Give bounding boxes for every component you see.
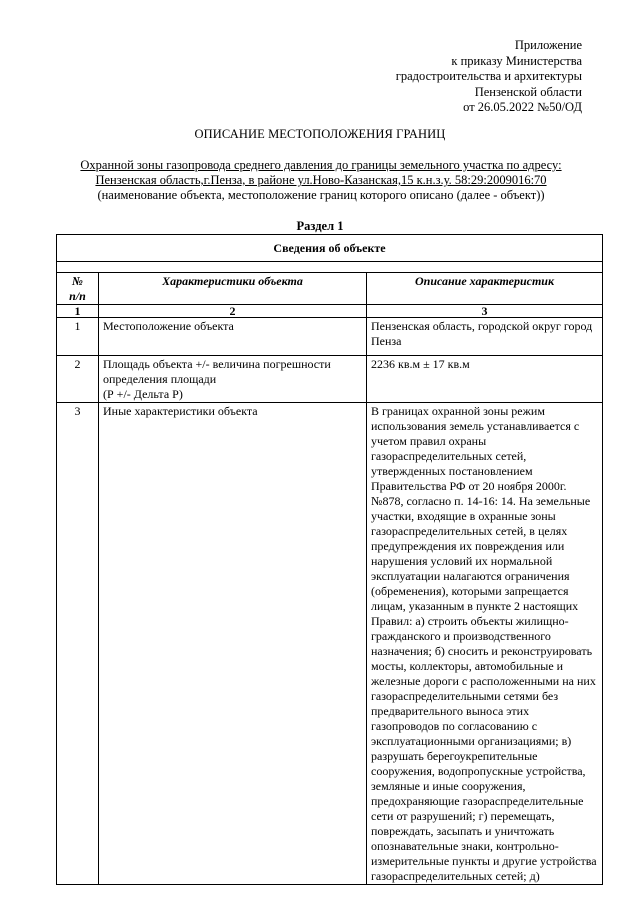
section-title: Раздел 1 xyxy=(296,219,344,233)
appendix-line: Пензенской области xyxy=(474,84,582,99)
table-caption: Сведения об объекте xyxy=(57,235,603,262)
appendix-block xyxy=(396,38,582,116)
column-numbers-row xyxy=(57,305,603,318)
header-characteristics: Характеристики объекта xyxy=(99,273,367,305)
document-title: ОПИСАНИЕ МЕСТОПОЛОЖЕНИЯ ГРАНИЦ xyxy=(194,127,446,141)
appendix-line: от 26.05.2022 №50/ОД xyxy=(463,100,582,114)
object-name-note: (наименование объекта, местоположение границ которого описано (далее - объект)) xyxy=(97,188,545,202)
table-spacer-row xyxy=(57,262,603,273)
row-number: 3 xyxy=(57,403,99,885)
column-number: 2 xyxy=(99,305,367,318)
object-address-line: Пензенская область,г.Пенза, в районе ул.Ново-Казанская,15 к.н.з.у. 58:29:2009016:70 xyxy=(95,173,547,187)
row-description: Пензенская область, городской округ город Пенза xyxy=(367,318,603,356)
row-description: В границах охранной зоны режим использования земель устанавливается с учетом правил охраны газораспределительных сетей, утвержденных постановлением Правительства РФ от 20 ноября 2000г. №878, согласно п. 14-16: 14. На земельные участки, входящие в охранные зоны газораспределительных сетей, в целях предупреждения их повреждения или нарушения условий их нормальной эксплуатации налагаются ограничения (обременения), которыми запрещается лицам, указанным в пункте 2 настоящих Правил: а) строить объекты жилищно-гражданского и производственного назначения; б) сносить и реконструировать мосты, коллекторы, автомобильные и железные дороги с расположенными на них газораспределительными сетями без предварительного выноса этих газопроводов по согласованию с эксплуатационными организациями; в) разрушать берегоукрепительные сооружения, водопропускные устройства, земляные и иные сооружения, предохраняющие газораспределительные сети от разрушений; г) перемещать, повреждать, засыпать и уничтожать опознавательные знаки, контрольно-измерительные пункты и другие устройства газораспределительных сетей; д) xyxy=(367,403,603,885)
object-info-table xyxy=(56,234,603,885)
row-number: 1 xyxy=(57,318,99,356)
row-characteristic: Площадь объекта +/- величина погрешности определения площади (Р +/- Дельта Р) xyxy=(99,356,367,403)
table-row xyxy=(57,403,603,885)
row-number: 2 xyxy=(57,356,99,403)
row-description: 2236 кв.м ± 17 кв.м xyxy=(367,356,603,403)
row-characteristic: Иные характеристики объекта xyxy=(99,403,367,885)
row-characteristic: Местоположение объекта xyxy=(99,318,367,356)
table-caption-row xyxy=(57,235,603,262)
appendix-line: к приказу Министерства xyxy=(451,53,582,68)
object-name-block xyxy=(40,158,602,203)
header-description: Описание характеристик xyxy=(367,273,603,305)
table-row xyxy=(57,318,603,356)
header-num: № п/п xyxy=(57,273,99,305)
table-row xyxy=(57,356,603,403)
table-header-row xyxy=(57,273,603,305)
column-number: 1 xyxy=(57,305,99,318)
column-number: 3 xyxy=(367,305,603,318)
appendix-line: Приложение xyxy=(514,38,582,52)
appendix-line: градостроительства и архитектуры xyxy=(395,69,582,83)
object-name-line: Охранной зоны газопровода среднего давления до границы земельного участка по адресу: xyxy=(80,158,562,172)
